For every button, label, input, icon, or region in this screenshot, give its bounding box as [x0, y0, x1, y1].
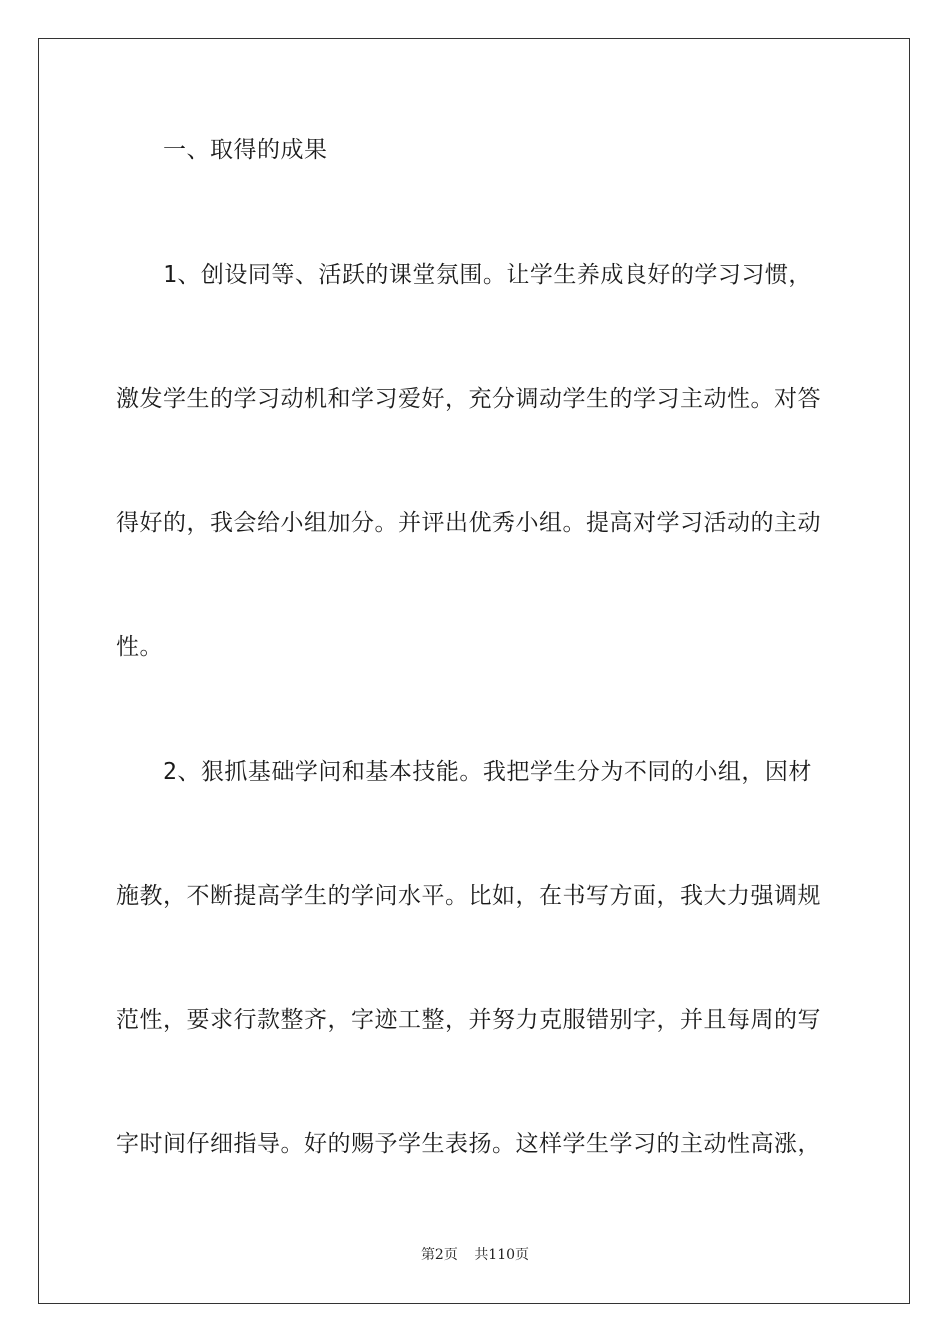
paragraph-1-line-4: 性。 [116, 634, 163, 660]
paragraph-1-line-3: 得好的，我会给小组加分。并评出优秀小组。提高对学习活动的主动 [116, 510, 821, 536]
paragraph-1-line-2: 激发学生的学习动机和学习爱好，充分调动学生的学习主动性。对答 [116, 386, 821, 412]
paragraph-2-line-3: 范性，要求行款整齐，字迹工整，并努力克服错别字，并且每周的写 [116, 1007, 821, 1033]
paragraph-2-line-1: 2、狠抓基础学问和基本技能。我把学生分为不同的小组，因材 [163, 759, 812, 785]
section-heading: 一、取得的成果 [163, 137, 328, 163]
page-number: 第2页 [420, 1247, 458, 1263]
page-border [38, 38, 910, 1304]
paragraph-1-line-1: 1、创设同等、活跃的课堂氛围。让学生养成良好的学习习惯， [163, 262, 812, 288]
page-footer [0, 1245, 950, 1265]
page-total: 共110页 [474, 1247, 530, 1263]
paragraph-2-line-2: 施教，不断提高学生的学问水平。比如，在书写方面，我大力强调规 [116, 883, 821, 909]
paragraph-2-line-4: 字时间仔细指导。好的赐予学生表扬。这样学生学习的主动性高涨， [116, 1131, 821, 1157]
